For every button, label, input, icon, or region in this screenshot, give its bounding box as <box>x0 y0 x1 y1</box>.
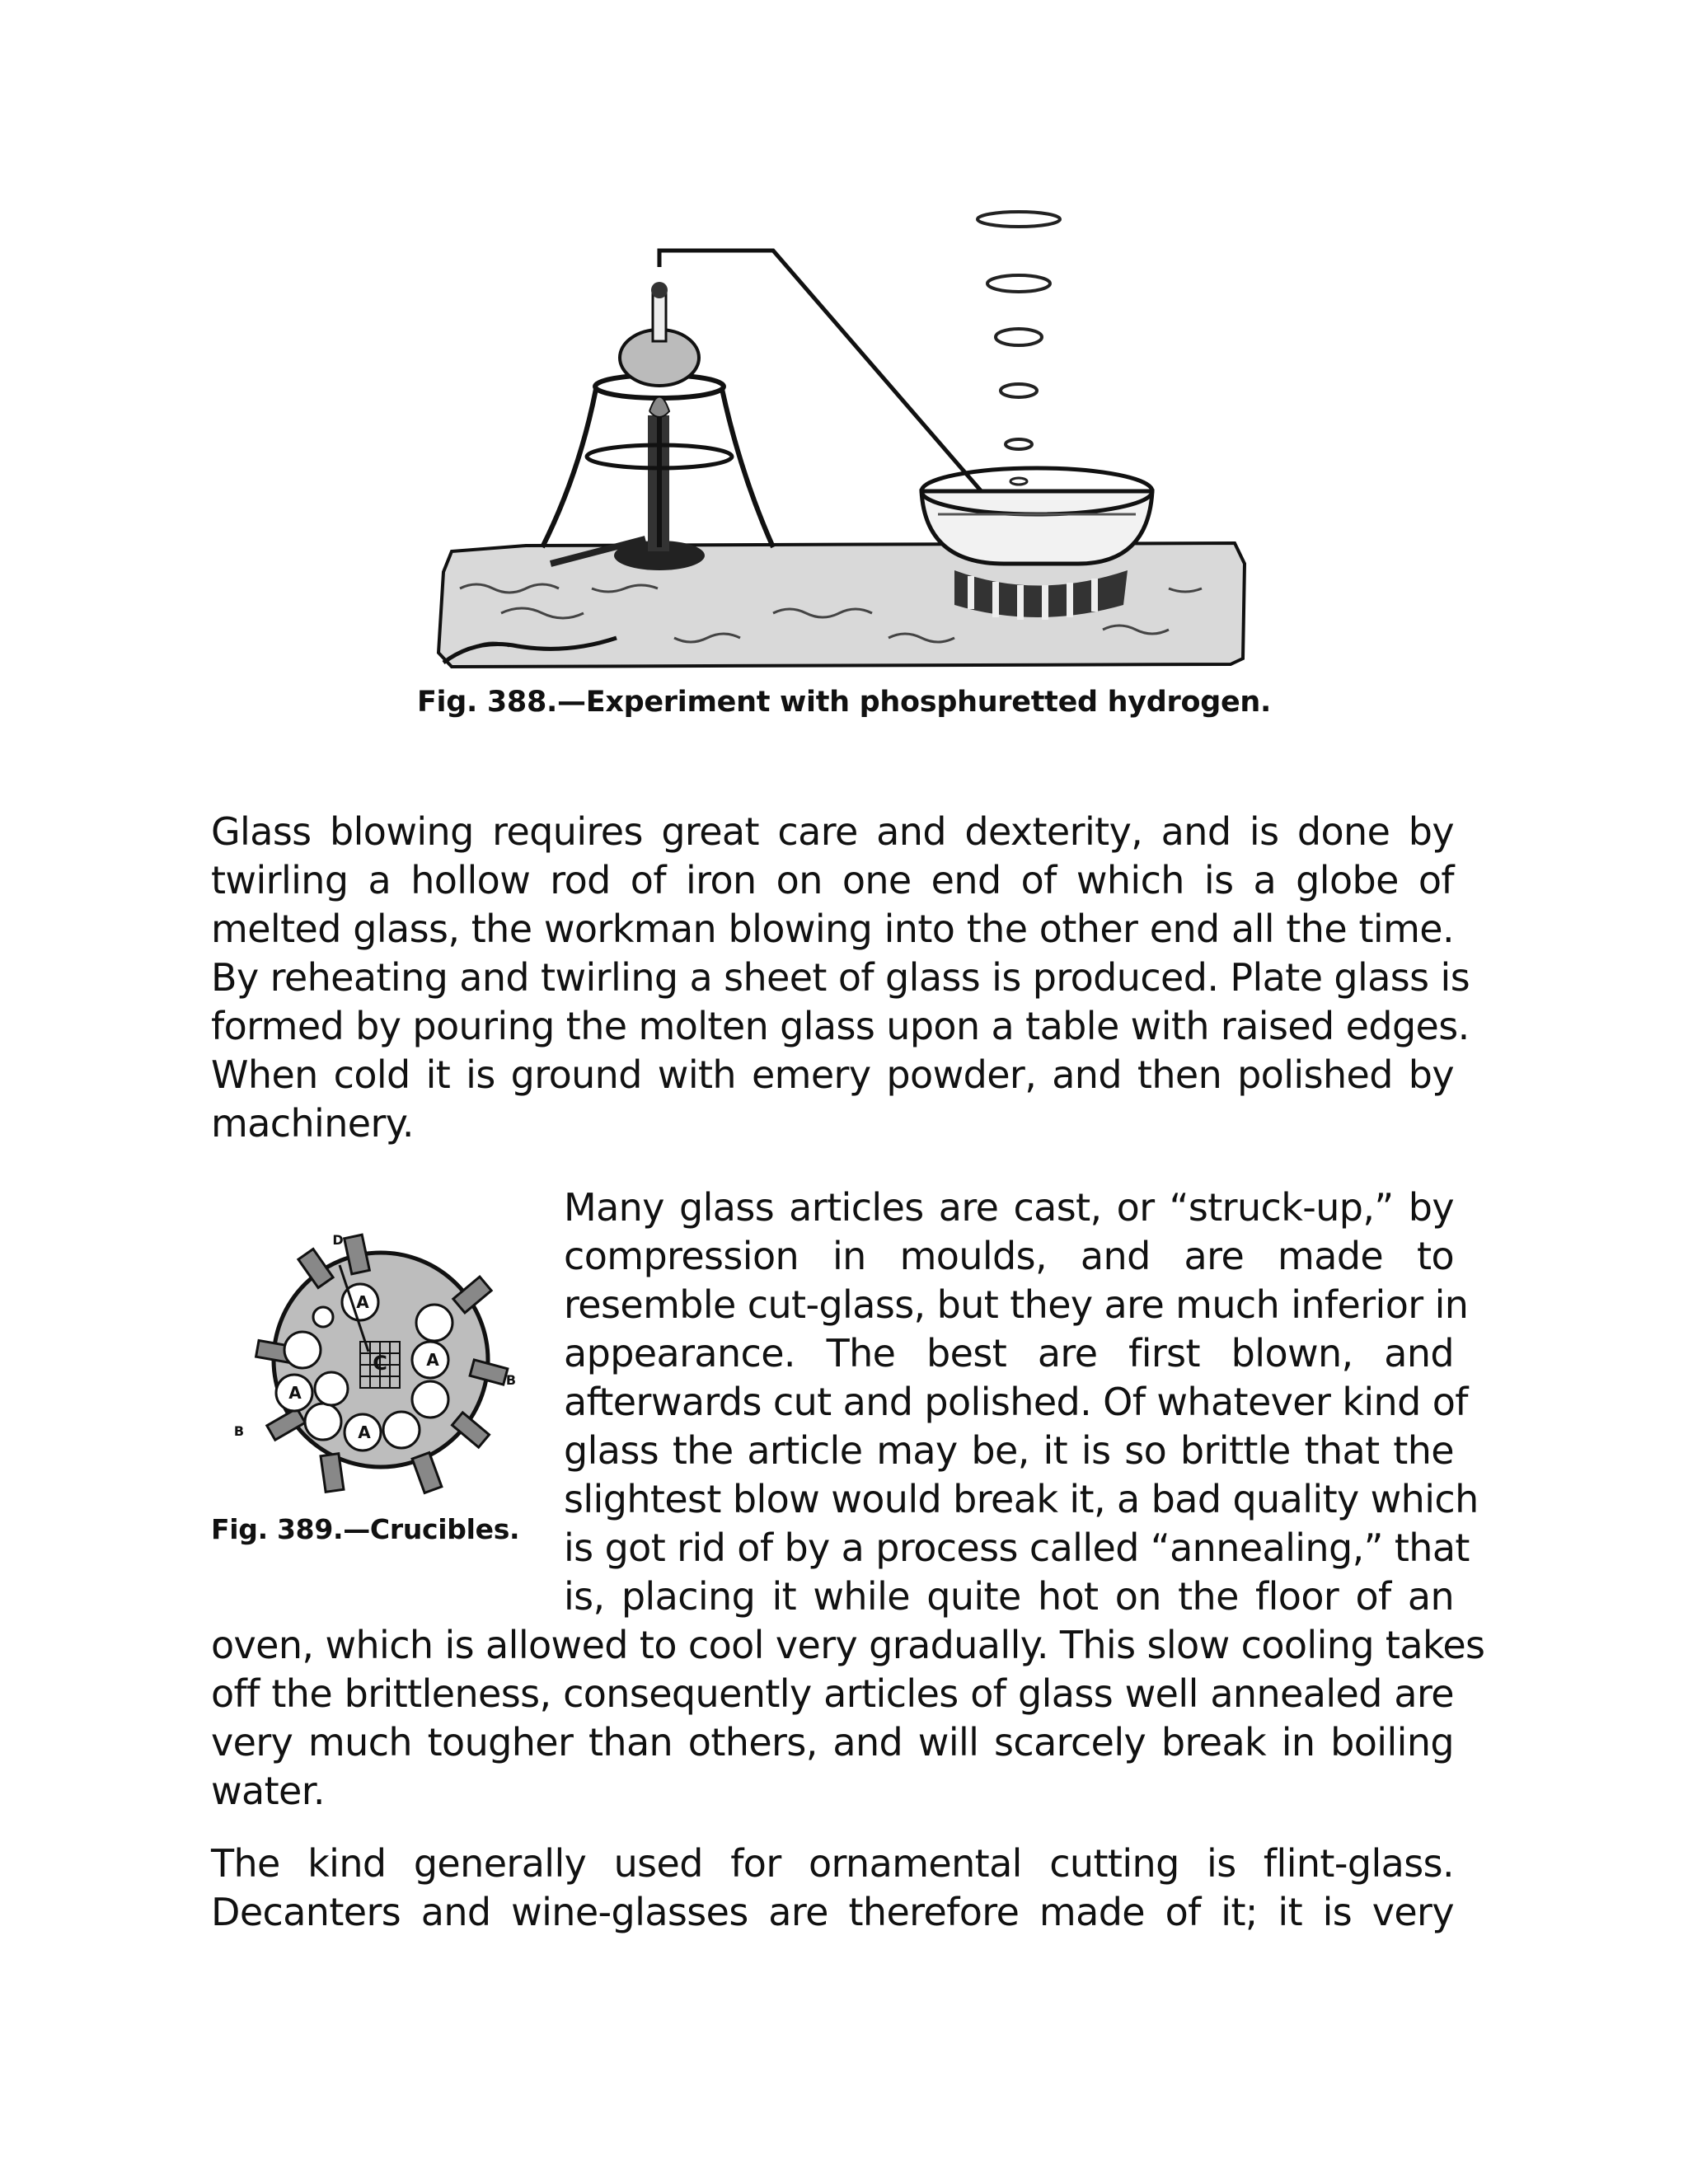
paragraph-2-line: appearance. The best are first blown, and <box>564 1331 1454 1376</box>
paragraph-3-line: The kind generally used for ornamental cutting is flint-glass. <box>211 1841 1454 1886</box>
paragraph-2-line: resemble cut-glass, but they are much inferior in <box>564 1282 1469 1327</box>
crucible-label-b: B <box>233 1423 245 1439</box>
paragraph-1-line: twirling a hollow rod of iron on one end of which is a globe of <box>211 858 1454 902</box>
paragraph-2-line: is got rid of by a process called “annealing,” that <box>564 1526 1470 1570</box>
paragraph-3-line: Decanters and wine-glasses are therefore made of it; it is very <box>211 1890 1454 1934</box>
paragraph-2-line: is, placing it while quite hot on the floor of an <box>564 1574 1454 1619</box>
crucible-label-d: D <box>332 1232 344 1248</box>
paragraph-2-line: afterwards cut and polished. Of whatever kind of <box>564 1380 1468 1424</box>
paragraph-1-line: melted glass, the workman blowing into the other end all the time. <box>211 907 1454 951</box>
figure-388-caption: Fig. 388.—Experiment with phosphuretted hydrogen. <box>416 686 1272 719</box>
paragraph-2-line: glass the article may be, it is so brittle that the <box>564 1428 1454 1473</box>
paragraph-1-line: By reheating and twirling a sheet of glass is produced. Plate glass is <box>211 955 1470 1000</box>
paragraph-2-line: off the brittleness, consequently articles of glass well annealed are <box>211 1671 1454 1716</box>
paragraph-2-continuation <box>211 1621 1485 1816</box>
paragraph-2-line: water. <box>211 1769 325 1813</box>
crucible-label-b: B <box>505 1372 517 1388</box>
crucible-label-a: A <box>288 1383 302 1403</box>
paragraph-1-line: machinery. <box>211 1101 414 1146</box>
paragraph-2 <box>564 1183 1479 1621</box>
paragraph-2-line: Many glass articles are cast, or “struck-up,” by <box>564 1185 1454 1230</box>
paragraph-1-line: formed by pouring the molten glass upon a table with raised edges. <box>211 1004 1470 1048</box>
paragraph-1-line: Glass blowing requires great care and dexterity, and is done by <box>211 809 1454 854</box>
crucible-label-c: C <box>373 1352 387 1375</box>
paragraph-1 <box>211 808 1470 1148</box>
crucible-label-a: A <box>358 1422 371 1442</box>
phosphuretted-hydrogen-apparatus-icon <box>427 201 1251 679</box>
paragraph-2-line: oven, which is allowed to cool very gradually. This slow cooling takes <box>211 1623 1485 1667</box>
crucible-label-a: A <box>426 1350 439 1370</box>
paragraph-3 <box>211 1840 1454 1937</box>
paragraph-2-line: very much tougher than others, and will scarcely break in boiling <box>211 1720 1454 1765</box>
crucible-label-a: A <box>356 1292 369 1312</box>
paragraph-2-line: compression in moulds, and are made to <box>564 1234 1454 1278</box>
paragraph-2-line: slightest blow would break it, a bad quality which <box>564 1477 1479 1521</box>
crucible-furnace-plan-icon <box>224 1220 531 1508</box>
paragraph-1-line: When cold it is ground with emery powder, and then polished by <box>211 1052 1454 1097</box>
figure-389-caption: Fig. 389.—Crucibles. <box>211 1513 520 1545</box>
